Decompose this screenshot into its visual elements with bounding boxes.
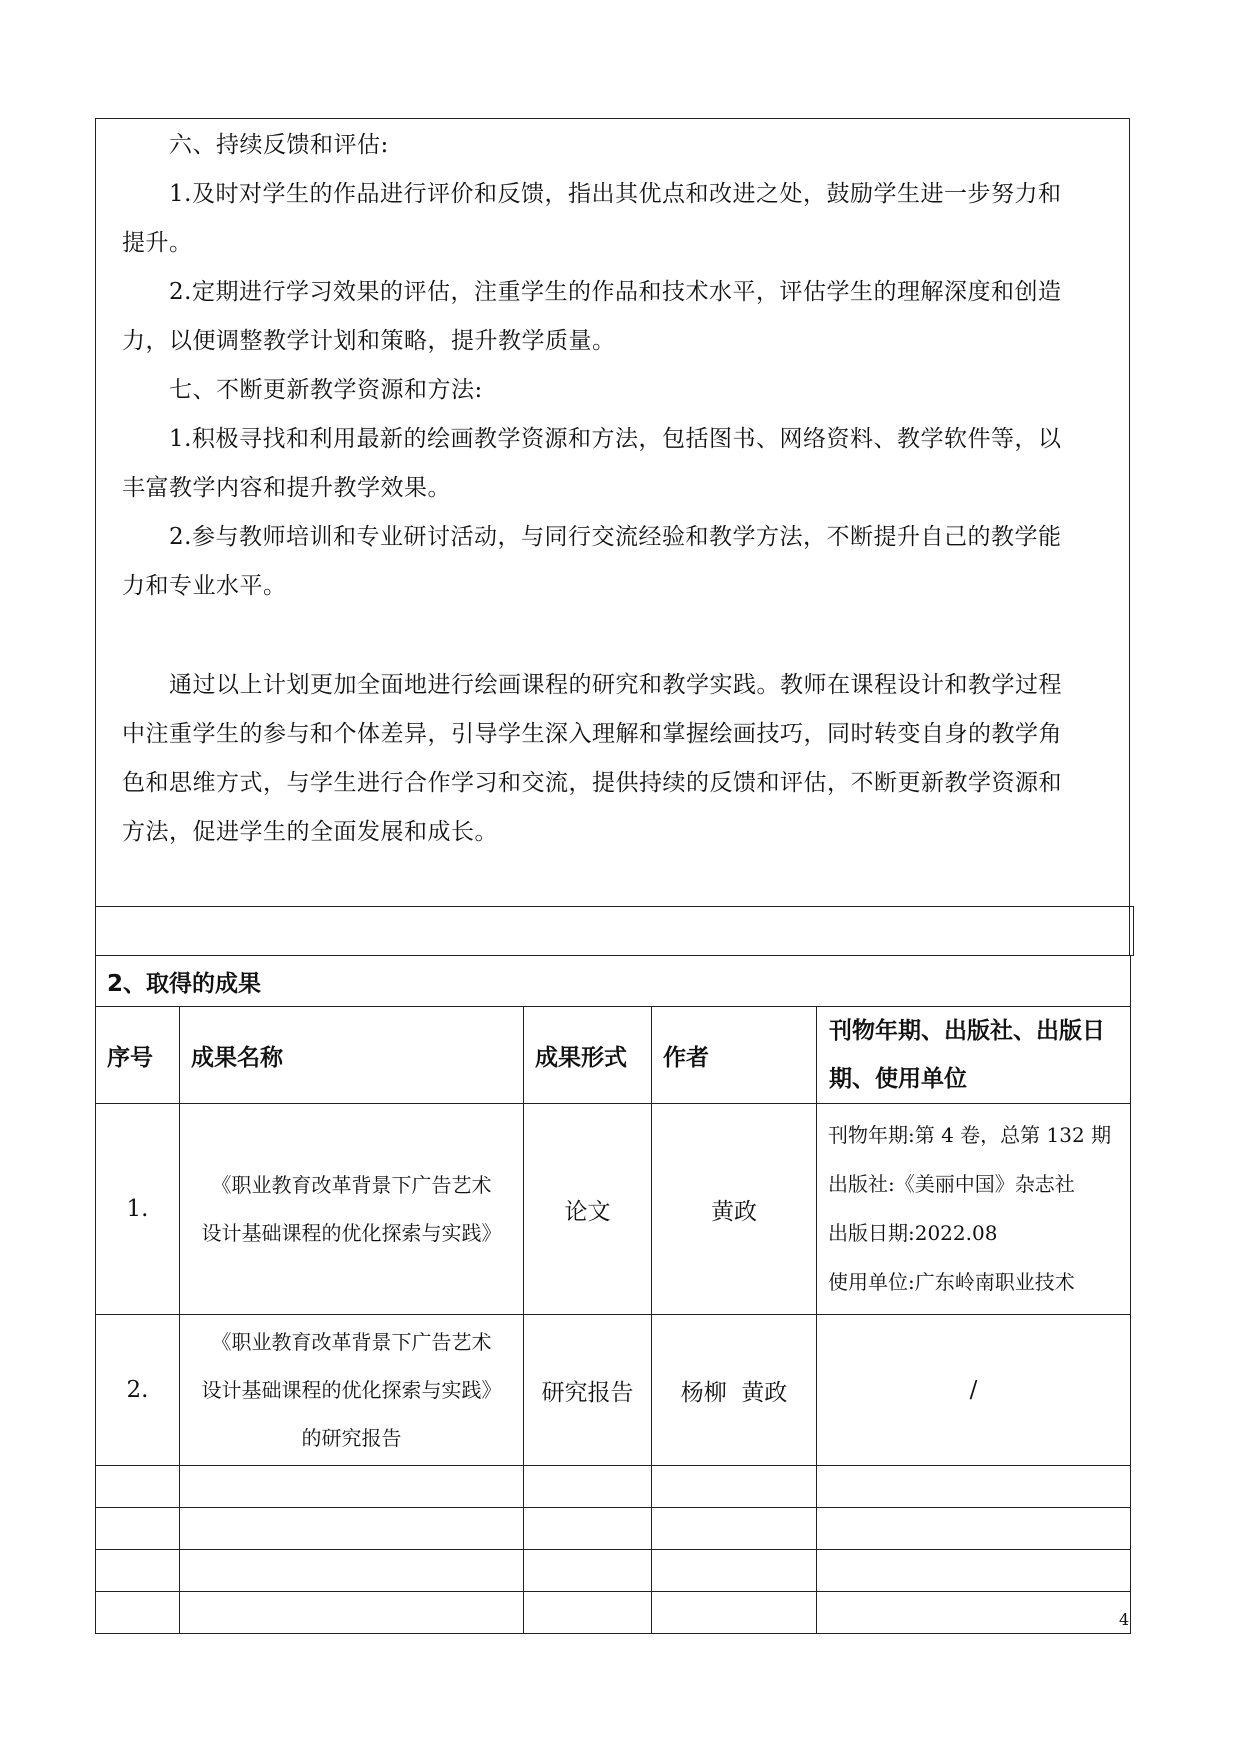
table-row: [96, 1104, 1131, 1315]
publication-unit: 使用单位:广东岭南职业技术: [828, 1270, 1075, 1294]
section-6-heading: 六、持续反馈和评估:: [169, 132, 389, 158]
summary-paragraph: [122, 661, 1122, 857]
summary-line: 色和思维方式，与学生进行合作学习和交流，提供持续的反馈和评估，不断更新教学资源和: [122, 770, 1062, 796]
row-name-line: 《职业教育改革背景下广告艺术: [211, 1330, 492, 1354]
header-publication-line: 刊物年期、出版社、出版日: [829, 1018, 1105, 1044]
header-publication-line: 期、使用单位: [829, 1066, 967, 1092]
row-author: 黄政: [652, 1104, 817, 1315]
header-publication: [817, 1007, 1131, 1104]
results-section-title: 2、取得的成果: [96, 956, 1131, 1007]
page-number: 4: [1119, 1610, 1130, 1629]
header-form: 成果形式: [524, 1007, 652, 1104]
header-seq: 序号: [96, 1007, 180, 1104]
row-form: 论文: [524, 1104, 652, 1315]
empty-table-row: [96, 1508, 1131, 1550]
summary-line: 中注重学生的参与和个体差异，引导学生深入理解和掌握绘画技巧，同时转变自身的教学角: [122, 721, 1062, 747]
section-6-item-1-line: 提升。: [122, 230, 193, 256]
section-6-item-1-line: 1.及时对学生的作品进行评价和反馈，指出其优点和改进之处，鼓励学生进一步努力和: [169, 181, 1062, 207]
section-7-item-1-line: 丰富教学内容和提升教学效果。: [122, 475, 451, 501]
row-author: 杨柳 黄政: [652, 1315, 817, 1466]
empty-table-row: [96, 1466, 1131, 1508]
section-7-item-2-line: 力和专业水平。: [122, 573, 287, 599]
publication-date: 出版日期:2022.08: [828, 1221, 998, 1245]
row-seq: 2.: [96, 1315, 180, 1466]
publication-publisher: 出版社:《美丽中国》杂志社: [828, 1172, 1075, 1196]
table-border-tail: [1130, 906, 1134, 956]
row-name-line: 设计基础课程的优化探索与实践》: [201, 1378, 502, 1402]
row-name: [180, 1315, 524, 1466]
publication-issue: 刊物年期:第 4 卷，总第 132 期: [828, 1123, 1112, 1147]
summary-line: 通过以上计划更加全面地进行绘画课程的研究和教学实践。教师在课程设计和教学过程: [169, 672, 1062, 698]
empty-table-row: [96, 1550, 1131, 1592]
section-7-heading: 七、不断更新教学资源和方法:: [169, 377, 483, 403]
section-6-item-2-line: 力，以便调整教学计划和策略，提升教学质量。: [122, 328, 616, 354]
row-publication: [817, 1104, 1131, 1315]
results-table: [95, 955, 1131, 1634]
row-form: 研究报告: [524, 1315, 652, 1466]
section-6-item-2-line: 2.定期进行学习效果的评估，注重学生的作品和技术水平，评估学生的理解深度和创造: [169, 279, 1062, 305]
row-seq: 1.: [96, 1104, 180, 1315]
header-name: 成果名称: [180, 1007, 524, 1104]
empty-table-row: [96, 1592, 1131, 1634]
row-name-line: 《职业教育改革背景下广告艺术: [211, 1173, 492, 1197]
row-publication: /: [817, 1315, 1131, 1466]
row-name: [180, 1104, 524, 1315]
blank-table-row: [95, 906, 1130, 956]
table-row: [96, 1315, 1131, 1466]
header-author: 作者: [652, 1007, 817, 1104]
plan-text-block: [122, 121, 1122, 611]
section-7-item-2-line: 2.参与教师培训和专业研讨活动，与同行交流经验和教学方法，不断提升自己的教学能: [169, 524, 1062, 550]
section-7-item-1-line: 1.积极寻找和利用最新的绘画教学资源和方法，包括图书、网络资料、教学软件等，以: [169, 426, 1062, 452]
row-name-line: 设计基础课程的优化探索与实践》: [201, 1221, 502, 1245]
table-header-row: [96, 1007, 1131, 1104]
summary-line: 方法，促进学生的全面发展和成长。: [122, 819, 498, 845]
row-name-line: 的研究报告: [301, 1426, 402, 1450]
